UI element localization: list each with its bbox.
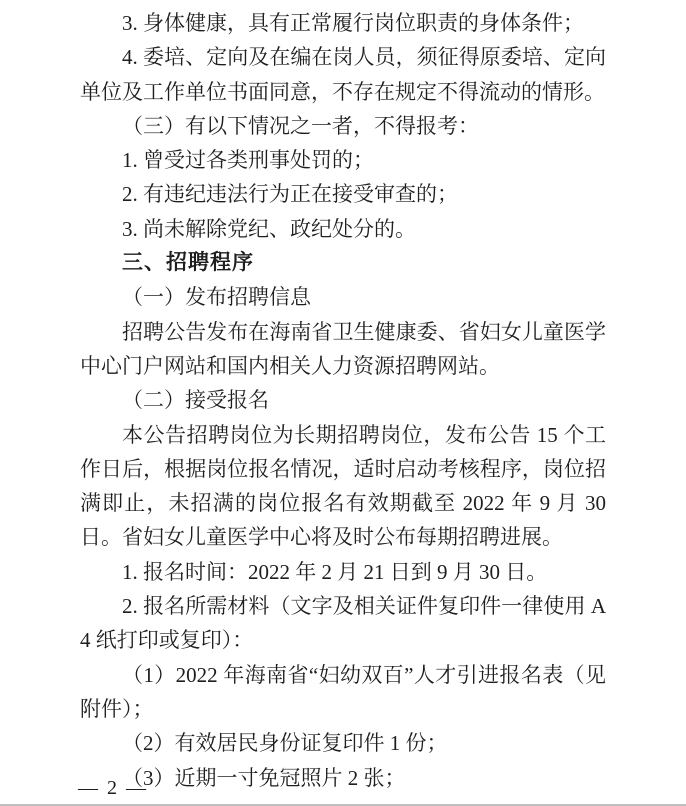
- document-body: [80, 6, 606, 795]
- list-item-required-materials: 2. 报名所需材料（文字及相关证件复印件一律使用 A4 纸打印或复印）：: [80, 594, 606, 653]
- list-item-id-copy: （2）有效居民身份证复印件 1 份；: [122, 731, 448, 756]
- subsection-heading-publish-info: （一）发布招聘信息: [122, 285, 311, 310]
- list-item-photos: （3）近期一寸免冠照片 2 张；: [122, 765, 406, 790]
- list-item-under-investigation: 2. 有违纪违法行为正在接受审查的；: [122, 182, 458, 207]
- paragraph-health-condition: 3. 身体健康，具有正常履行岗位职责的身体条件；: [122, 11, 584, 35]
- list-item-criminal-punishment: 1. 曾受过各类刑事处罚的；: [122, 148, 374, 173]
- subsection-heading-disqualifications: （三）有以下情况之一者，不得报考：: [122, 113, 479, 138]
- section-heading-recruitment-procedure: 三、招聘程序: [122, 251, 254, 275]
- paragraph-announcement-channels: 招聘公告发布在海南省卫生健康委、省妇女儿童医学中心门户网站和国内相关人力资源招聘网站。: [80, 319, 606, 378]
- list-item-party-discipline: 3. 尚未解除党纪、政纪处分的。: [122, 216, 416, 241]
- page-number: — 2 —: [78, 777, 148, 799]
- list-item-application-form: （1）2022 年海南省“妇幼双百”人才引进报名表（见附件）；: [80, 662, 606, 721]
- paragraph-long-term-positions: 本公告招聘岗位为长期招聘岗位，发布公告 15 个工作日后，根据岗位报名情况，适时启动考核程序，岗位招满即止，未招满的岗位报名有效期截至 2022 年 9 月 30 日。省妇女儿童医学中心将及时公布每期招聘进展。: [80, 422, 606, 550]
- subsection-heading-accept-registration: （二）接受报名: [122, 388, 269, 413]
- paragraph-entrusted-training: 4. 委培、定向及在编在岗人员，须征得原委培、定向单位及工作单位书面同意，不存在规定不得流动的情形。: [80, 45, 606, 104]
- list-item-registration-time: 1. 报名时间：2022 年 2 月 21 日到 9 月 30 日。: [122, 559, 548, 584]
